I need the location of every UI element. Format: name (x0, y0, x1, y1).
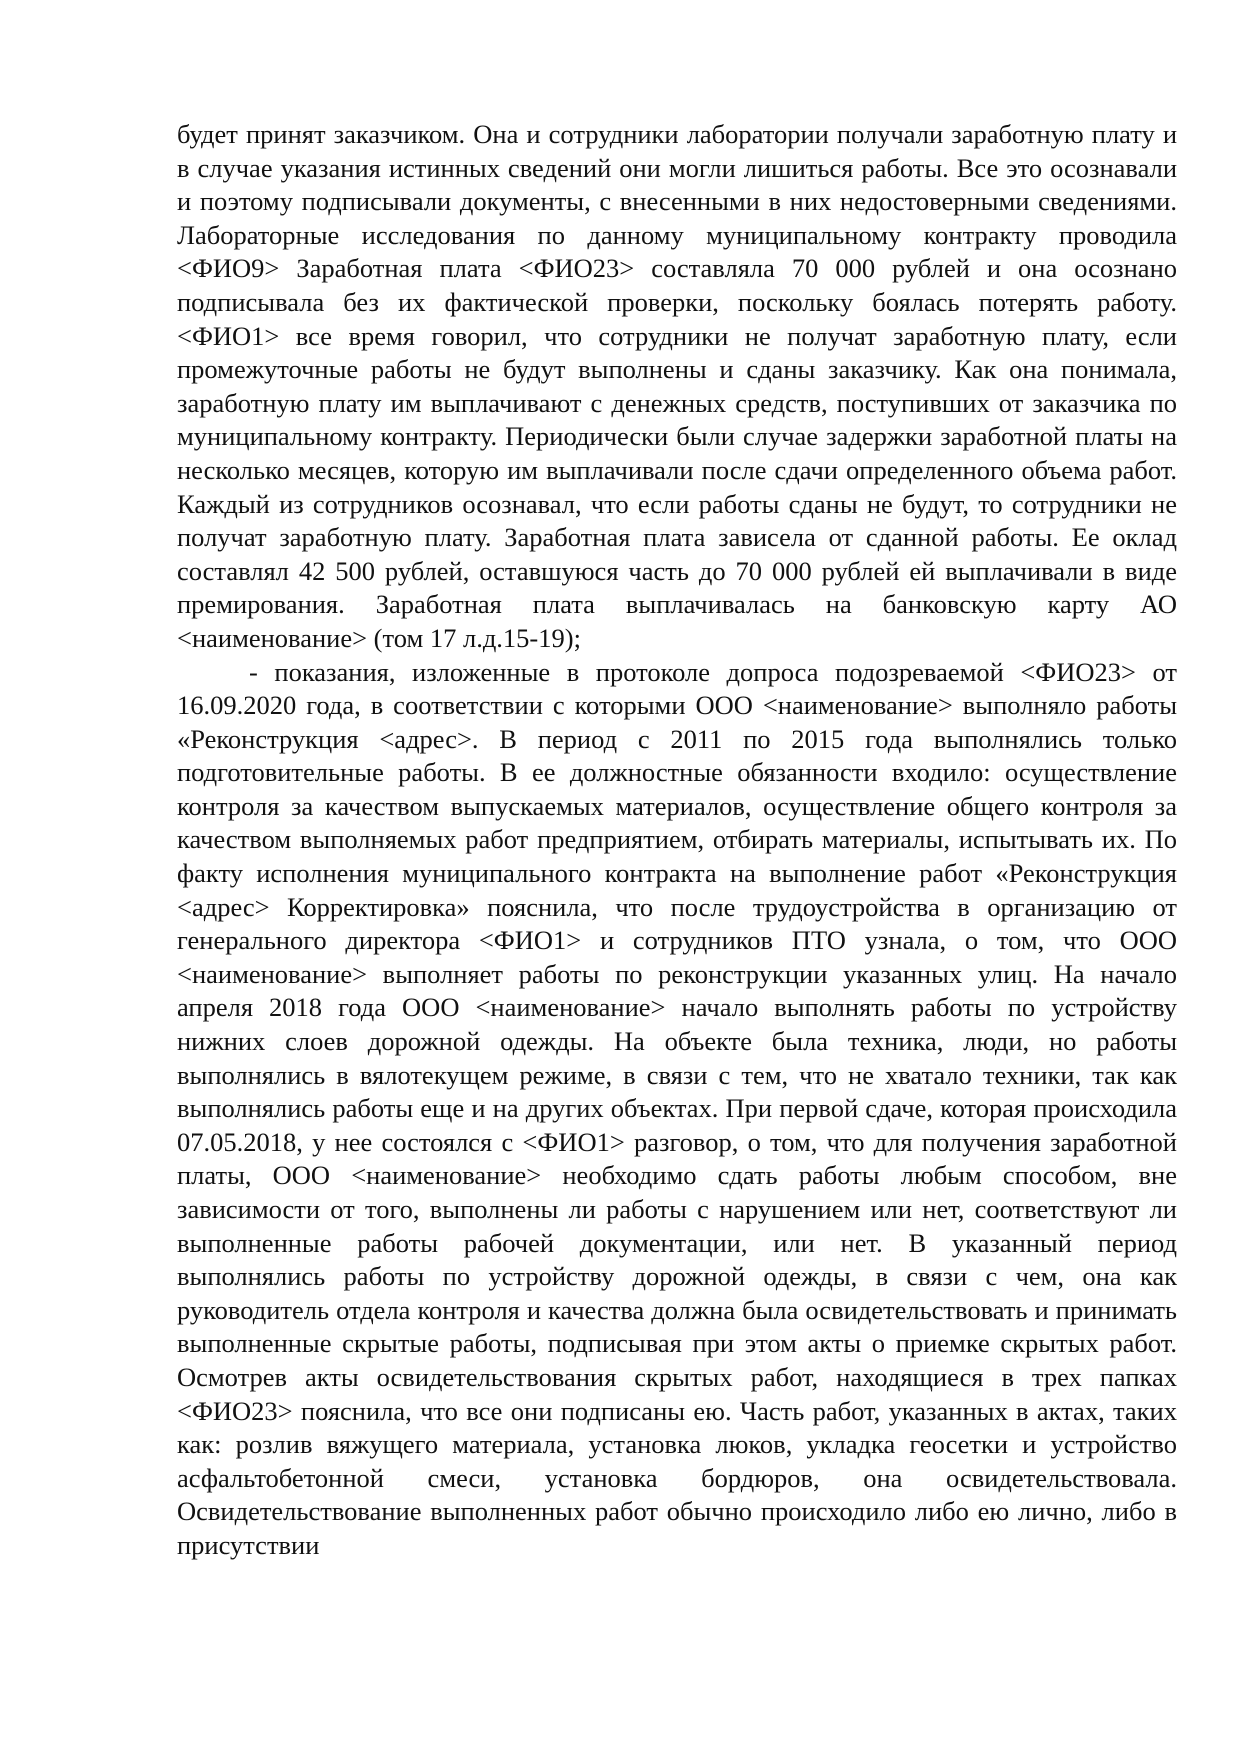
document-body (177, 118, 1177, 1563)
paragraph-testimony: - показания, изложенные в протоколе допроса подозреваемой <ФИО23> от 16.09.2020 года, в соответствии с которыми ООО <наименование> выполняло работы «Реконструкция <адрес>. В период с 2011 по 2015 года выполнялись только подготовительные работы. В ее должностные обязанности входило: осуществление контроля за качеством выпускаемых материалов, осуществление общего контроля за качеством выполняемых работ предприятием, отбирать материалы, испытывать их. По факту исполнения муниципального контракта на выполнение работ «Реконструкция <адрес> Корректировка» пояснила, что после трудоустройства в организацию от генерального директора <ФИО1> и сотрудников ПТО узнала, о том, что ООО <наименование> выполняет работы по реконструкции указанных улиц. На начало апреля 2018 года ООО <наименование> начало выполнять работы по устройству нижних слоев дорожной одежды. На объекте была техника, люди, но работы выполнялись в вялотекущем режиме, в связи с тем, что не хватало техники, так как выполнялись работы еще и на других объектах. При первой сдаче, которая происходила 07.05.2018, у нее состоялся с <ФИО1> разговор, о том, что для получения заработной платы, ООО <наименование> необходимо сдать работы любым способом, вне зависимости от того, выполнены ли работы с нарушением или нет, соответствуют ли выполненные работы рабочей документации, или нет. В указанный период выполнялись работы по устройству дорожной одежды, в связи с чем, она как руководитель отдела контроля и качества должна была освидетельствовать и принимать выполненные скрытые работы, подписывая при этом акты о приемке скрытых работ. Осмотрев акты освидетельствования скрытых работ, находящиеся в трех папках <ФИО23> пояснила, что все они подписаны ею. Часть работ, указанных в актах, таких как: розлив вяжущего материала, установка люков, укладка геосетки и устройство асфальтобетонной смеси, установка бордюров, она освидетельствовала. Освидетельствование выполненных работ обычно происходило либо ею лично, либо в присутствии (177, 656, 1177, 1560)
paragraph-continuation: будет принят заказчиком. Она и сотрудники лаборатории получали заработную плату и в случае указания истинных сведений они могли лишиться работы. Все это осознавали и поэтому подписывали документы, с внесенными в них недостоверными сведениями. Лабораторные исследования по данному муниципальному контракту проводила <ФИО9> Заработная плата <ФИО23> составляла 70 000 рублей и она осознано подписывала без их фактической проверки, поскольку боялась потерять работу. <ФИО1> все время говорил, что сотрудники не получат заработную плату, если промежуточные работы не будут выполнены и сданы заказчику. Как она понимала, заработную плату им выплачивают с денежных средств, поступивших от заказчика по муниципальному контракту. Периодически были случае задержки заработной платы на несколько месяцев, которую им выплачивали после сдачи определенного объема работ. Каждый из сотрудников осознавал, что если работы сданы не будут, то сотрудники не получат заработную плату. Заработная плата зависела от сданной работы. Ее оклад составлял 42 500 рублей, оставшуюся часть до 70 000 рублей ей выплачивали в виде премирования. Заработная плата выплачивалась на банковскую карту АО <наименование> (том 17 л.д.15-19); (177, 119, 1177, 653)
